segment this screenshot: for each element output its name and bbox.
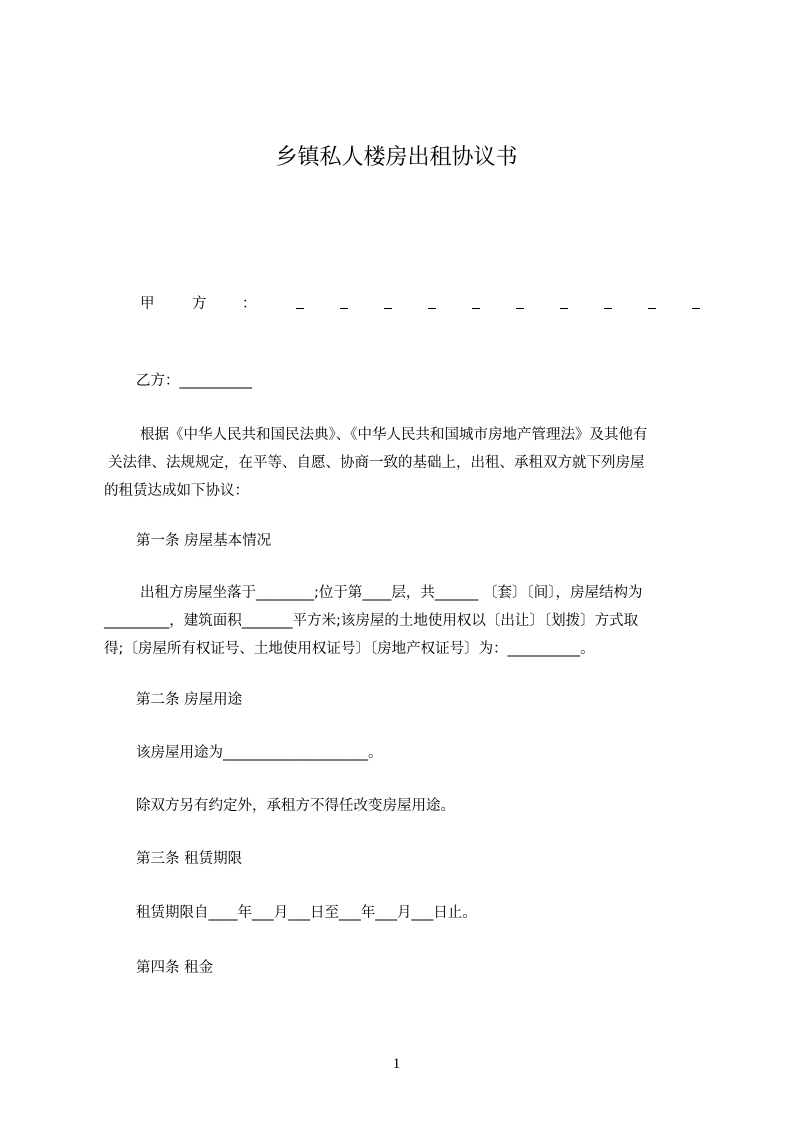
document-title: 乡镇私人楼房出租协议书 <box>275 145 518 170</box>
party-a-blank-segment <box>648 308 656 309</box>
party-a-blank-segment <box>516 308 524 309</box>
article-4-heading: 第四条 租金 <box>136 960 214 976</box>
party-a-blank-segment <box>384 308 392 309</box>
article-2-heading: 第二条 房屋用途 <box>136 692 243 708</box>
preamble-line: 的租赁达成如下协议： <box>104 483 249 499</box>
party-b-line: 乙方：__________ <box>136 373 252 389</box>
article-3-line: 租赁期限自____年___月___日至___年___月___日止。 <box>136 905 477 921</box>
party-a-blank-segment <box>340 308 348 309</box>
article-1-line: _________，建筑面积_______平方米;该房屋的土地使用权以〔出让〕〔划拨〕方式取 <box>104 613 639 629</box>
article-2-line: 除双方另有约定外，承租方不得任改变房屋用途。 <box>136 798 455 814</box>
party-a-blank-segment <box>560 308 568 309</box>
article-1-heading: 第一条 房屋基本情况 <box>136 533 272 549</box>
article-2-line: 该房屋用途为____________________。 <box>136 745 383 761</box>
party-a-blank-segment <box>472 308 480 309</box>
party-a-label-fang: 方 <box>192 296 207 312</box>
party-a-line <box>140 292 700 314</box>
party-a-label-jia: 甲 <box>140 296 155 312</box>
party-a-blank-segment <box>428 308 436 309</box>
preamble-line: 根据《中华人民共和国民法典》、《中华人民共和国城市房地产管理法》及其他有 <box>140 427 648 443</box>
preamble-line: 关法律、法规规定，在平等、自愿、协商一致的基础上，出租、承租双方就下列房屋 <box>108 455 645 471</box>
page-number: 1 <box>392 1056 401 1072</box>
party-a-blank-segment <box>604 308 612 309</box>
article-3-heading: 第三条 租赁期限 <box>136 851 243 867</box>
party-a-blank-segment <box>692 308 700 309</box>
article-1-line: 得;〔房屋所有权证号、土地使用权证号〕〔房地产权证号〕为：__________。 <box>104 641 595 657</box>
article-1-line: 出租方房屋坐落于________;位于第____层，共______ 〔套〕〔间〕，房屋结构为 <box>140 585 643 601</box>
party-a-blank-segment <box>296 308 304 309</box>
party-a-colon: ： <box>242 296 257 312</box>
